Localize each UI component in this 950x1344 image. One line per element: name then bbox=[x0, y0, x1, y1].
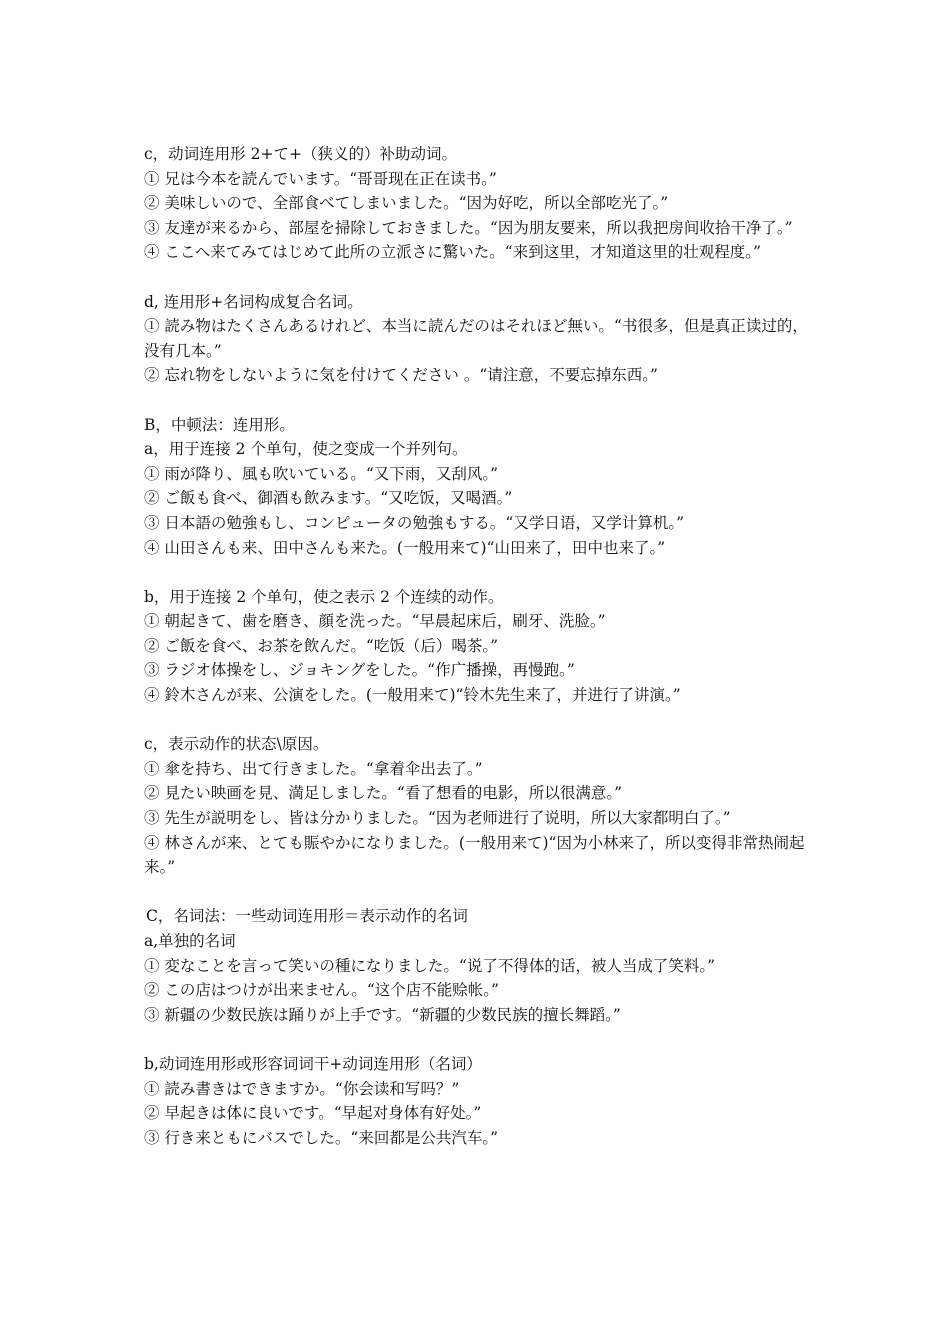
example-line: ① 兄は今本を読んでいます。“哥哥现在正在读书。” bbox=[144, 169, 497, 188]
section-b-suspension-form bbox=[144, 413, 810, 561]
section-heading: C，名词法：一些动词连用形＝表示动作的名词 bbox=[146, 907, 468, 926]
example-line: ① 傘を持ち、出て行きました。“拿着伞出去了。” bbox=[144, 759, 483, 778]
section-subheading: a,单独的名词 bbox=[144, 932, 236, 950]
section-heading: b,动词连用形或形容词词干+动词连用形（名词） bbox=[144, 1054, 482, 1073]
section-c-state-reason bbox=[144, 732, 810, 880]
example-line: ② この店はつけが出来ません。“这个店不能赊帐。” bbox=[144, 981, 499, 1000]
example-line: ① 朝起きて、歯を磨き、顔を洗った。“早晨起床后，刷牙、洗脸。” bbox=[144, 612, 606, 631]
example-line: ③ 友達が来るから、部屋を掃除しておきました。“因为朋友要来，所以我把房间收拾干净了。” bbox=[144, 218, 793, 237]
section-c-auxiliary-verbs bbox=[144, 142, 810, 265]
section-d-compound-nouns bbox=[144, 290, 810, 388]
section-c-noun-usage bbox=[144, 904, 810, 1027]
example-line: ② ご飯を食べ、お茶を飲んだ。“吃饭（后）喝茶。” bbox=[144, 636, 499, 655]
section-heading: c，表示动作的状态\原因。 bbox=[144, 735, 329, 754]
example-line: ② 見たい映画を見、満足しました。“看了想看的电影，所以很满意。” bbox=[144, 784, 623, 803]
example-line: ② 忘れ物をしないように気を付けてください 。“请注意，不要忘掉东西。” bbox=[144, 366, 658, 385]
example-line: ④ 林さんが来、とても賑やかになりました。(一般用来て)“因为小林来了，所以变得非常热闹起来。” bbox=[144, 833, 805, 877]
blank-line bbox=[144, 1027, 810, 1052]
section-b-compound-verb-nouns bbox=[144, 1052, 810, 1150]
example-line: ③ 日本語の勉強もし、コンピュータの勉強もする。“又学日语，又学计算机。” bbox=[144, 513, 685, 532]
example-line: ④ 山田さんも来、田中さんも来た。(一般用来て)“山田来了，田中也来了。” bbox=[144, 538, 666, 557]
example-line: ④ ここへ来てみてはじめて此所の立派さに驚いた。“来到这里，才知道这里的壮观程度。” bbox=[144, 243, 761, 262]
example-line: ③ 行き来ともにバスでした。“来回都是公共汽车。” bbox=[144, 1128, 499, 1147]
blank-line bbox=[144, 708, 810, 733]
section-heading: b，用于连接 2 个单句，使之表示 2 个连续的动作。 bbox=[144, 587, 504, 606]
example-line: ① 雨が降り、風も吹いている。“又下雨，又刮风。” bbox=[144, 464, 499, 483]
example-line: ② 美味しいので、全部食べてしまいました。“因为好吃，所以全部吃光了。” bbox=[144, 194, 669, 213]
example-line: ④ 鈴木さんが来、公演をした。(一般用来て)“铃木先生来了，并进行了讲演。” bbox=[144, 686, 681, 705]
section-heading: d, 连用形+名词构成复合名词。 bbox=[144, 292, 363, 311]
blank-line bbox=[144, 265, 810, 290]
example-line: ① 読み物はたくさんあるけれど、本当に読んだのはそれほど無い。“书很多，但是真正读过的，没有几本。” bbox=[144, 317, 808, 360]
section-subheading: a，用于连接 2 个单句，使之变成一个并列句。 bbox=[144, 440, 468, 459]
blank-line bbox=[144, 560, 810, 585]
example-line: ② 早起きは体に良いです。“早起对身体有好处。” bbox=[144, 1104, 482, 1123]
example-line: ② ご飯も食べ、御酒も飲みます。“又吃饭，又喝酒。” bbox=[144, 489, 513, 508]
section-heading: c，动词连用形 2+て+（狭义的）补助动词。 bbox=[144, 145, 457, 163]
example-line: ③ 新疆の少数民族は踊りが上手です。“新疆的少数民族的擅长舞蹈。” bbox=[144, 1005, 621, 1024]
example-line: ① 読み書きはできますか。“你会读和写吗？” bbox=[144, 1079, 460, 1098]
section-b-consecutive-actions bbox=[144, 585, 810, 708]
section-heading: B，中顿法：连用形。 bbox=[144, 415, 295, 434]
example-line: ③ 先生が説明をし、皆は分かりました。“因为老师进行了说明，所以大家都明白了。” bbox=[144, 809, 731, 828]
example-line: ③ ラジオ体操をし、ジョキングをした。“作广播操，再慢跑。” bbox=[144, 661, 575, 680]
blank-line bbox=[144, 880, 810, 905]
example-line: ① 変なことを言って笑いの種になりました。“说了不得体的话，被人当成了笑料。” bbox=[144, 956, 716, 975]
blank-line bbox=[144, 388, 810, 413]
